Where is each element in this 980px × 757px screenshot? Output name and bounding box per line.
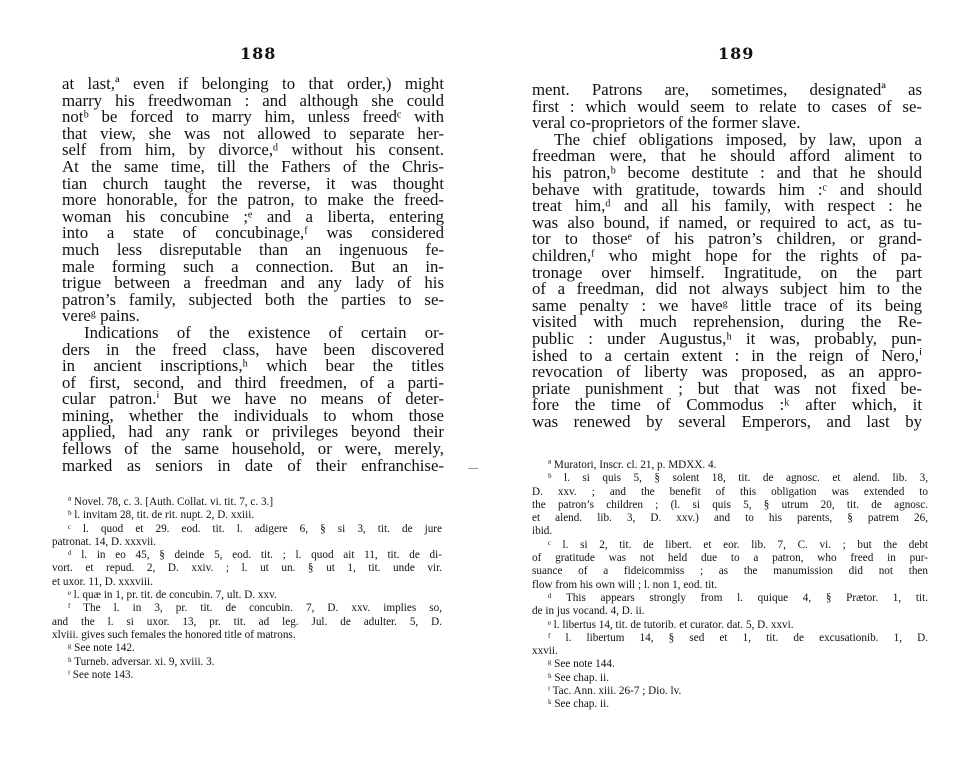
footnotes xyxy=(52,496,442,682)
text-line: applied, had any rank or privileges beyond their xyxy=(62,422,444,442)
footnote: and the l. si uxor. 13, pr. tit. ad leg. Jul. de adulter. 5, D. xyxy=(52,615,442,628)
text-line: same penalty : we haveᵍ little trace of its being xyxy=(532,295,922,315)
text-line: that view, she was not allowed to separate her- xyxy=(62,123,444,143)
footnote: of gratitude was not held due to a patron, who freed in pur- xyxy=(532,552,928,565)
text-line: revocation of liberty was proposed, as an appro- xyxy=(532,362,922,382)
page-number: 188 xyxy=(240,44,277,63)
footnote: xxvii. xyxy=(532,645,558,658)
gutter-mark xyxy=(468,468,478,469)
footnote: ᶜ l. si 2, tit. de libert. et eor. lib. 7, C. vi. ; but the debt xyxy=(548,538,928,551)
text-line: fore the time of Commodus :ᵏ after which, it xyxy=(532,395,922,415)
text-line: male forming such a connection. But an in- xyxy=(62,256,444,276)
footnote: flow from his own will ; l. non 1, eod. tit. xyxy=(532,578,718,591)
footnote: ʰ See chap. ii. xyxy=(548,671,610,684)
text-line: priate punishment ; but that was not fixed be- xyxy=(532,378,922,398)
text-line: children,ᶠ who might hope for the rights of pa- xyxy=(532,245,922,265)
footnote: ibid. xyxy=(532,525,553,538)
text-line: ders in the freed class, have been discovered xyxy=(62,339,444,359)
text-line: mining, whether the individuals to whom those xyxy=(62,405,444,425)
footnote: ʰ Turneb. adversar. xi. 9, xviii. 3. xyxy=(68,655,215,668)
footnote: ᵉ l. quæ in 1, pr. tit. de concubin. 7, ult. D. xxv. xyxy=(68,589,277,602)
footnote: ᵈ l. in eo 45, § deinde 5, eod. tit. ; l. quod ait 11, tit. de di- xyxy=(68,549,442,562)
footnote: ᶠ The l. in 3, pr. tit. de concubin. 7, D. xxv. implies so, xyxy=(68,602,442,615)
footnote: patronat. 14, D. xxxvii. xyxy=(52,535,157,548)
text-line: was renewed by several Emperors, and last by xyxy=(532,411,922,431)
footnote: ᵍ See note 144. xyxy=(548,658,615,671)
text-line: more honorable, for the patron, to make the freed- xyxy=(62,190,444,210)
body-text xyxy=(532,82,922,430)
text-line: into a state of concubinage,ᶠ was considered xyxy=(62,223,444,243)
text-line: of a freedman, did not always subject him to the xyxy=(532,279,922,299)
body-text xyxy=(62,76,444,474)
footnote: the patron’s children ; (l. si quis 5, § utrum 20, tit. de agnosc. xyxy=(532,498,928,511)
footnote: et alend. lib. 3, D. xxv.) and to his parents, § patrem 26, xyxy=(532,512,928,525)
footnote: ᵇ l. si quis 5, § solent 18, tit. de agnosc. et alend. lib. 3, xyxy=(548,472,928,485)
text-line: at last,ª even if belonging to that order,) might xyxy=(62,74,444,93)
text-line: notᵇ be forced to marry him, unless freedᶜ with xyxy=(62,107,444,127)
text-line: in ancient inscriptions,ʰ which bear the titles xyxy=(62,356,444,376)
text-line: At the same time, till the Fathers of the Chris- xyxy=(62,156,444,176)
text-line: freedman were, that he should afford aliment to xyxy=(532,146,922,166)
footnote: ᵉ l. libertus 14, tit. de tutorib. et curator. dat. 5, D. xxvi. xyxy=(548,618,794,631)
footnote: ª Novel. 78, c. 3. [Auth. Collat. vi. tit. 7, c. 3.] xyxy=(68,496,274,508)
text-line: marry his freedwoman : and although she could xyxy=(62,90,444,110)
footnote: ᶜ l. quod et 29. eod. tit. l. adigere 6, § si 3, tit. de jure xyxy=(68,522,442,535)
left-page xyxy=(0,0,480,757)
text-line: patron’s family, subjected both the parties to se- xyxy=(62,289,444,309)
footnote: et uxor. 11, D. xxxviii. xyxy=(52,575,153,588)
text-line: cular patron.ⁱ But we have no means of deter- xyxy=(62,389,444,409)
text-line: fellows of the same household, or were, merely, xyxy=(62,439,444,459)
text-line: marked as seniors in date of their enfranchise- xyxy=(62,455,444,475)
text-line: behave with gratitude, towards him :ᶜ and should xyxy=(532,179,922,199)
text-line: The chief obligations imposed, by law, upon a xyxy=(554,129,922,149)
footnote: D. xxv. ; and the benefit of this obligation was extended to xyxy=(532,485,928,498)
text-line: ished to a certain extent : in the reign of Nero,ⁱ xyxy=(532,345,922,365)
footnotes xyxy=(532,459,928,712)
text-line: ment. Patrons are, sometimes, designatedª as xyxy=(532,80,922,99)
text-line: public : under Augustus,ʰ it was, probably, pun- xyxy=(532,328,922,348)
text-line: tian church taught the reverse, it was thought xyxy=(62,173,444,193)
footnote: ᶠ l. libertum 14, § sed et 1, tit. de excusationib. 1, D. xyxy=(548,631,928,644)
footnote: vort. et repud. 2, D. xxiv. ; l. ut un. § ut 1, tit. unde vir. xyxy=(52,562,442,575)
text-line: of first, second, and third freedmen, of a parti- xyxy=(62,372,444,392)
footnote: ᵈ This appears strongly from l. quique 4, § Prætor. 1, tit. xyxy=(548,591,928,604)
footnote: ᵏ See chap. ii. xyxy=(548,698,610,711)
text-line: tronage over himself. Ingratitude, on the part xyxy=(532,262,922,282)
text-line: visited with much reprehension, during the Re- xyxy=(532,312,922,332)
text-line: treat him,ᵈ and all his family, with respect : he xyxy=(532,196,922,216)
footnote: xlviii. gives such females the honored title of matrons. xyxy=(52,628,296,641)
right-page xyxy=(490,0,980,757)
footnote: de in jus vocand. 4, D. ii. xyxy=(532,605,645,618)
text-line: tor to thoseᵉ of his patron’s children, or grand- xyxy=(532,229,922,249)
text-line: self from him, by divorce,ᵈ without his consent. xyxy=(62,140,444,160)
footnote: ª Muratori, Inscr. cl. 21, p. MDXX. 4. xyxy=(548,459,717,471)
text-line: veral co-proprietors of the former slave. xyxy=(532,113,801,133)
page-number: 189 xyxy=(718,44,755,63)
text-line: Indications of the existence of certain or- xyxy=(84,322,444,342)
footnote: ⁱ See note 143. xyxy=(68,668,134,681)
text-line: much less disreputable than an ingenuous fe- xyxy=(62,239,444,259)
text-line: woman his concubine ;ᵉ and a liberta, entering xyxy=(62,206,444,226)
text-line: was also bound, if named, or required to act, as tu- xyxy=(532,212,922,232)
text-line: trigue between a freedman and any lady of his xyxy=(62,273,444,293)
footnote: ᵇ l. invitam 28, tit. de rit. nupt. 2, D. xxiii. xyxy=(68,509,255,522)
text-line: first : which would seem to relate to cases of se- xyxy=(532,96,922,116)
footnote: ⁱ Tac. Ann. xiii. 26-7 ; Dio. lv. xyxy=(548,685,682,698)
text-line: his patron,ᵇ become destitute : and that he should xyxy=(532,162,922,182)
footnote: ᵍ See note 142. xyxy=(68,642,135,655)
footnote: suance of a fideicommiss ; as the manumission did not then xyxy=(532,565,928,578)
text-line: vereᵍ pains. xyxy=(62,306,140,326)
